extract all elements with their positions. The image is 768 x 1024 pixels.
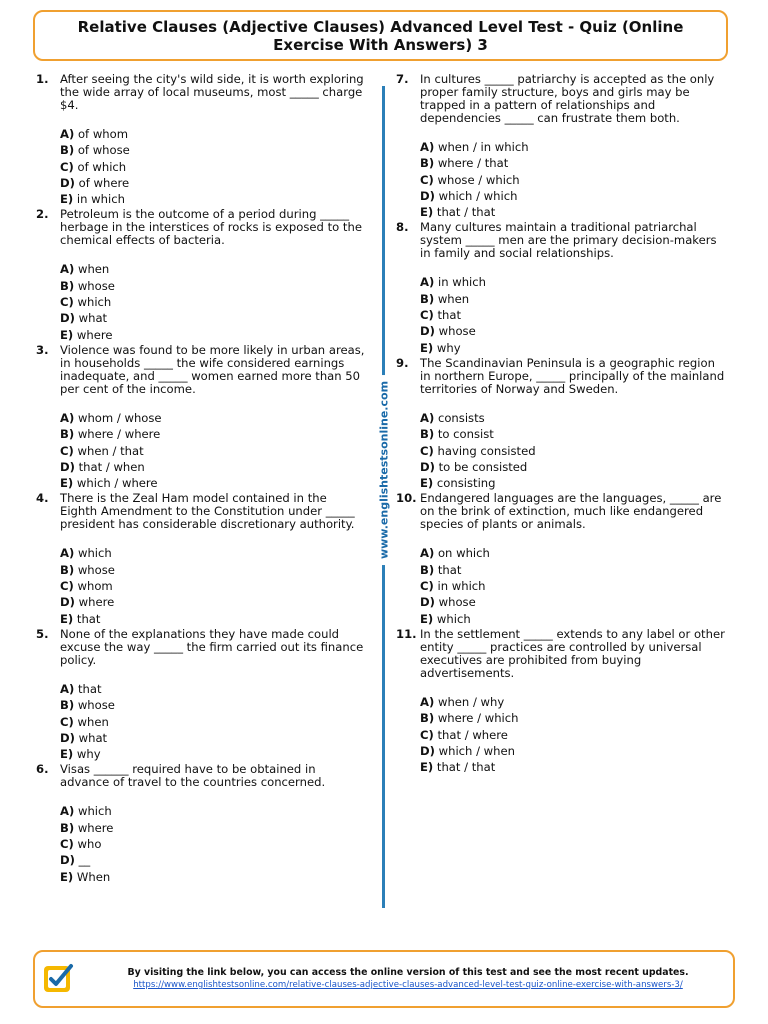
option-text: whose bbox=[438, 324, 476, 339]
option-text: when bbox=[77, 714, 109, 729]
option-text: to be consisted bbox=[438, 459, 528, 474]
option-letter: A) bbox=[60, 804, 75, 819]
question-item bbox=[396, 221, 726, 355]
answer-option[interactable] bbox=[60, 746, 366, 762]
answer-option[interactable] bbox=[60, 159, 366, 175]
option-letter: B) bbox=[420, 427, 435, 442]
option-letter: C) bbox=[60, 295, 74, 310]
answer-option[interactable] bbox=[420, 578, 726, 594]
option-letter: B) bbox=[60, 698, 75, 713]
option-text: where bbox=[77, 820, 114, 835]
question-number: 11. bbox=[396, 626, 417, 641]
option-text: what bbox=[78, 311, 108, 326]
option-text: which bbox=[77, 295, 112, 310]
answer-option[interactable] bbox=[60, 869, 366, 885]
option-letter: D) bbox=[420, 595, 435, 610]
question-body bbox=[60, 344, 366, 491]
answer-option[interactable] bbox=[420, 562, 726, 578]
answer-option[interactable] bbox=[420, 172, 726, 188]
question-body bbox=[60, 628, 366, 762]
answer-option[interactable] bbox=[60, 836, 366, 852]
question-body bbox=[60, 763, 366, 884]
answer-option[interactable] bbox=[60, 142, 366, 158]
option-letter: A) bbox=[420, 410, 435, 425]
option-letter: E) bbox=[60, 476, 74, 491]
question-number: 5. bbox=[36, 626, 49, 641]
option-letter: A) bbox=[60, 262, 75, 277]
checkbox-check-icon bbox=[42, 962, 74, 994]
option-letter: E) bbox=[60, 611, 74, 626]
option-text: whose / which bbox=[437, 172, 520, 187]
option-text: that / that bbox=[436, 760, 496, 775]
option-text: whose bbox=[77, 698, 115, 713]
option-letter: D) bbox=[60, 730, 75, 745]
option-letter: C) bbox=[420, 172, 434, 187]
question-body bbox=[60, 208, 366, 342]
question-body bbox=[420, 221, 726, 355]
side-url-text: www.englishtestsonline.com bbox=[378, 375, 391, 565]
option-text: when / why bbox=[437, 694, 505, 709]
questions-column-left bbox=[36, 73, 366, 885]
footer-box bbox=[33, 950, 735, 1008]
answer-option[interactable] bbox=[420, 545, 726, 561]
option-letter: D) bbox=[420, 188, 435, 203]
answer-option[interactable] bbox=[60, 443, 366, 459]
answer-option[interactable] bbox=[420, 204, 726, 220]
answer-option[interactable] bbox=[60, 410, 366, 426]
option-text: in which bbox=[437, 275, 486, 290]
option-letter: C) bbox=[60, 579, 74, 594]
option-letter: D) bbox=[60, 595, 75, 610]
option-text: which bbox=[77, 546, 112, 561]
answer-option[interactable] bbox=[420, 307, 726, 323]
question-item bbox=[36, 492, 366, 626]
question-text: Violence was found to be more likely in urban areas, in households _____ the wife considered earnings inadequate, and _____ women earned more than 50 per cent of the income. bbox=[60, 342, 365, 396]
option-text: what bbox=[78, 730, 108, 745]
question-item bbox=[396, 73, 726, 220]
answer-option[interactable] bbox=[420, 475, 726, 491]
question-number: 9. bbox=[396, 355, 409, 370]
option-text: that bbox=[437, 308, 462, 323]
option-letter: A) bbox=[420, 140, 435, 154]
question-body bbox=[420, 73, 726, 220]
answer-option[interactable] bbox=[60, 714, 366, 730]
question-text: Endangered languages are the languages, _____ are on the brink of extinction, much like endangered species of plants or animals. bbox=[420, 491, 722, 532]
option-text: which bbox=[436, 611, 471, 626]
option-text: when / that bbox=[77, 443, 144, 458]
option-letter: C) bbox=[420, 579, 434, 594]
answer-option[interactable] bbox=[60, 327, 366, 343]
option-text: when / in which bbox=[437, 140, 529, 154]
question-text: None of the explanations they have made could excuse the way _____ the firm carried out its finance policy. bbox=[60, 626, 364, 667]
option-text: of which bbox=[77, 159, 127, 174]
option-text: why bbox=[436, 340, 461, 355]
option-text: having consisted bbox=[437, 443, 536, 458]
option-letter: B) bbox=[420, 562, 435, 577]
answer-option[interactable] bbox=[60, 459, 366, 475]
answer-option[interactable] bbox=[420, 459, 726, 475]
question-number: 6. bbox=[36, 762, 49, 777]
option-text: of where bbox=[78, 175, 130, 190]
answer-option[interactable] bbox=[60, 475, 366, 491]
option-letter: B) bbox=[60, 562, 75, 577]
question-text: Petroleum is the outcome of a period during _____ herbage in the interstices of rocks is exposed to the chemical effects of bacteria. bbox=[60, 207, 362, 248]
answer-option[interactable] bbox=[420, 410, 726, 426]
question-number: 4. bbox=[36, 491, 49, 506]
question-text: In the settlement _____ extends to any label or other entity _____ practices are controlled by universal executives are prohibited from buying advertisements. bbox=[420, 626, 725, 680]
option-text: where / which bbox=[437, 711, 519, 726]
option-letter: C) bbox=[60, 837, 74, 852]
option-text: that / when bbox=[78, 459, 145, 474]
answer-option[interactable] bbox=[60, 852, 366, 868]
answer-option[interactable] bbox=[60, 730, 366, 746]
option-letter: D) bbox=[60, 853, 75, 868]
question-item bbox=[36, 73, 366, 207]
option-text: where / where bbox=[77, 427, 161, 442]
option-text: when bbox=[77, 262, 110, 277]
answer-option[interactable] bbox=[60, 175, 366, 191]
option-text: which / when bbox=[438, 743, 515, 758]
option-letter: A) bbox=[420, 694, 435, 709]
option-letter: E) bbox=[60, 192, 74, 207]
question-number: 3. bbox=[36, 342, 49, 357]
question-text: There is the Zeal Ham model contained in the Eighth Amendment to the Constitution under _____ president has considerable discretionary authority. bbox=[60, 491, 355, 532]
option-letter: E) bbox=[420, 205, 434, 220]
answer-option[interactable] bbox=[60, 562, 366, 578]
answer-option[interactable] bbox=[60, 803, 366, 819]
answer-option[interactable] bbox=[420, 139, 726, 155]
question-body bbox=[420, 492, 726, 626]
question-body bbox=[420, 357, 726, 491]
title-box bbox=[33, 10, 728, 61]
option-text: whose bbox=[438, 595, 476, 610]
answer-option[interactable] bbox=[60, 261, 366, 277]
option-letter: A) bbox=[420, 546, 435, 561]
option-letter: D) bbox=[420, 743, 435, 758]
answer-option[interactable] bbox=[420, 694, 726, 710]
question-body bbox=[420, 628, 726, 775]
option-letter: D) bbox=[60, 175, 75, 190]
answer-option[interactable] bbox=[60, 594, 366, 610]
answer-option[interactable] bbox=[60, 126, 366, 142]
answer-option[interactable] bbox=[60, 278, 366, 294]
option-letter: A) bbox=[420, 275, 435, 290]
question-number: 7. bbox=[396, 72, 409, 86]
option-letter: B) bbox=[420, 291, 435, 306]
option-letter: E) bbox=[60, 869, 74, 884]
option-text: that bbox=[77, 681, 102, 696]
option-letter: D) bbox=[60, 459, 75, 474]
answer-option[interactable] bbox=[420, 759, 726, 775]
option-text: whom bbox=[77, 579, 113, 594]
question-number: 1. bbox=[36, 72, 49, 86]
option-text: where bbox=[78, 595, 115, 610]
answer-option[interactable] bbox=[60, 820, 366, 836]
option-letter: A) bbox=[60, 681, 75, 696]
option-text: when bbox=[437, 291, 470, 306]
answer-option[interactable] bbox=[420, 611, 726, 627]
option-text: __ bbox=[78, 853, 91, 868]
answer-option[interactable] bbox=[60, 697, 366, 713]
answer-option[interactable] bbox=[420, 291, 726, 307]
question-text: The Scandinavian Peninsula is a geographic region in northern Europe, _____ principally of the mainland territories of Norway and Sweden. bbox=[420, 355, 725, 396]
option-text: that / that bbox=[436, 205, 496, 220]
option-letter: D) bbox=[420, 459, 435, 474]
answer-option[interactable] bbox=[60, 611, 366, 627]
option-text: in which bbox=[76, 192, 125, 207]
answer-option[interactable] bbox=[60, 545, 366, 561]
option-text: why bbox=[76, 747, 101, 762]
answer-option[interactable] bbox=[420, 188, 726, 204]
option-text: to consist bbox=[437, 427, 494, 442]
option-letter: C) bbox=[420, 727, 434, 742]
answer-option[interactable] bbox=[420, 340, 726, 356]
option-letter: B) bbox=[60, 278, 75, 293]
question-item bbox=[396, 492, 726, 626]
option-text: where bbox=[76, 327, 113, 342]
option-letter: A) bbox=[60, 546, 75, 561]
footer-message: By visiting the link below, you can access the online version of this test and see the most recent updates. bbox=[127, 967, 689, 978]
option-letter: C) bbox=[420, 308, 434, 323]
option-letter: E) bbox=[420, 340, 434, 355]
option-text: which / which bbox=[438, 188, 518, 203]
option-letter: C) bbox=[60, 714, 74, 729]
option-letter: B) bbox=[60, 143, 75, 158]
question-text: Many cultures maintain a traditional patriarchal system _____ men are the primary decision-makers in family and social relationships. bbox=[420, 220, 717, 261]
question-item bbox=[396, 628, 726, 775]
footer-link[interactable]: https://www.englishtestsonline.com/relative-clauses-adjective-clauses-advanced-level-test-quiz-online-exercise-with-answers-3/ bbox=[133, 980, 683, 990]
option-letter: E) bbox=[60, 327, 74, 342]
option-letter: B) bbox=[60, 427, 75, 442]
footer-text bbox=[95, 966, 721, 992]
question-item bbox=[36, 208, 366, 342]
question-text: Visas ______ required have to be obtained in advance of travel to the countries concerned. bbox=[60, 762, 326, 790]
option-letter: B) bbox=[420, 711, 435, 726]
questions-column-right bbox=[396, 73, 726, 775]
question-text: In cultures _____ patriarchy is accepted as the only proper family structure, boys and girls may be trapped in a pattern of relationships and dependencies _____ can frustrate them both. bbox=[420, 72, 715, 125]
option-text: where / that bbox=[437, 156, 509, 171]
question-body bbox=[60, 73, 366, 207]
option-text: in which bbox=[437, 579, 486, 594]
option-letter: D) bbox=[60, 311, 75, 326]
option-text: whose bbox=[77, 562, 115, 577]
answer-option[interactable] bbox=[60, 426, 366, 442]
option-letter: E) bbox=[420, 476, 434, 491]
question-item bbox=[36, 763, 366, 884]
option-text: who bbox=[77, 837, 102, 852]
answer-option[interactable] bbox=[60, 681, 366, 697]
question-text: After seeing the city's wild side, it is worth exploring the wide array of local museums, most _____ charge $4. bbox=[60, 72, 364, 112]
option-letter: E) bbox=[420, 760, 434, 775]
option-text: of whose bbox=[77, 143, 130, 158]
option-text: When bbox=[76, 869, 111, 884]
question-item bbox=[396, 357, 726, 491]
answer-option[interactable] bbox=[420, 323, 726, 339]
option-text: on which bbox=[437, 546, 490, 561]
option-text: that bbox=[437, 562, 462, 577]
option-letter: E) bbox=[420, 611, 434, 626]
answer-option[interactable] bbox=[420, 710, 726, 726]
answer-option[interactable] bbox=[420, 426, 726, 442]
answer-option[interactable] bbox=[60, 578, 366, 594]
option-text: of whom bbox=[77, 127, 129, 141]
option-letter: A) bbox=[60, 410, 75, 425]
option-text: consisting bbox=[436, 476, 496, 491]
answer-option[interactable] bbox=[420, 155, 726, 171]
question-body bbox=[60, 492, 366, 626]
answer-option[interactable] bbox=[60, 294, 366, 310]
option-letter: B) bbox=[420, 156, 435, 171]
option-text: whose bbox=[77, 278, 115, 293]
answer-option[interactable] bbox=[60, 191, 366, 207]
question-item bbox=[36, 344, 366, 491]
option-letter: B) bbox=[60, 820, 75, 835]
option-text: consists bbox=[437, 410, 485, 425]
option-letter: C) bbox=[420, 443, 434, 458]
question-number: 8. bbox=[396, 220, 409, 235]
option-text: whom / whose bbox=[77, 410, 162, 425]
option-text: that / where bbox=[437, 727, 508, 742]
option-letter: C) bbox=[60, 443, 74, 458]
answer-option[interactable] bbox=[420, 743, 726, 759]
question-number: 10. bbox=[396, 491, 417, 506]
answer-option[interactable] bbox=[60, 310, 366, 326]
question-item bbox=[36, 628, 366, 762]
option-letter: E) bbox=[60, 747, 74, 762]
answer-option[interactable] bbox=[420, 443, 726, 459]
option-text: which bbox=[77, 804, 112, 819]
option-letter: D) bbox=[420, 324, 435, 339]
option-text: that bbox=[76, 611, 101, 626]
option-letter: C) bbox=[60, 159, 74, 174]
answer-option[interactable] bbox=[420, 274, 726, 290]
question-number: 2. bbox=[36, 207, 49, 222]
answer-option[interactable] bbox=[420, 594, 726, 610]
page-title: Relative Clauses (Adjective Clauses) Advanced Level Test - Quiz (Online Exercise With Answers) 3 bbox=[77, 17, 684, 54]
option-text: which / where bbox=[76, 476, 158, 491]
answer-option[interactable] bbox=[420, 727, 726, 743]
option-letter: A) bbox=[60, 127, 75, 141]
